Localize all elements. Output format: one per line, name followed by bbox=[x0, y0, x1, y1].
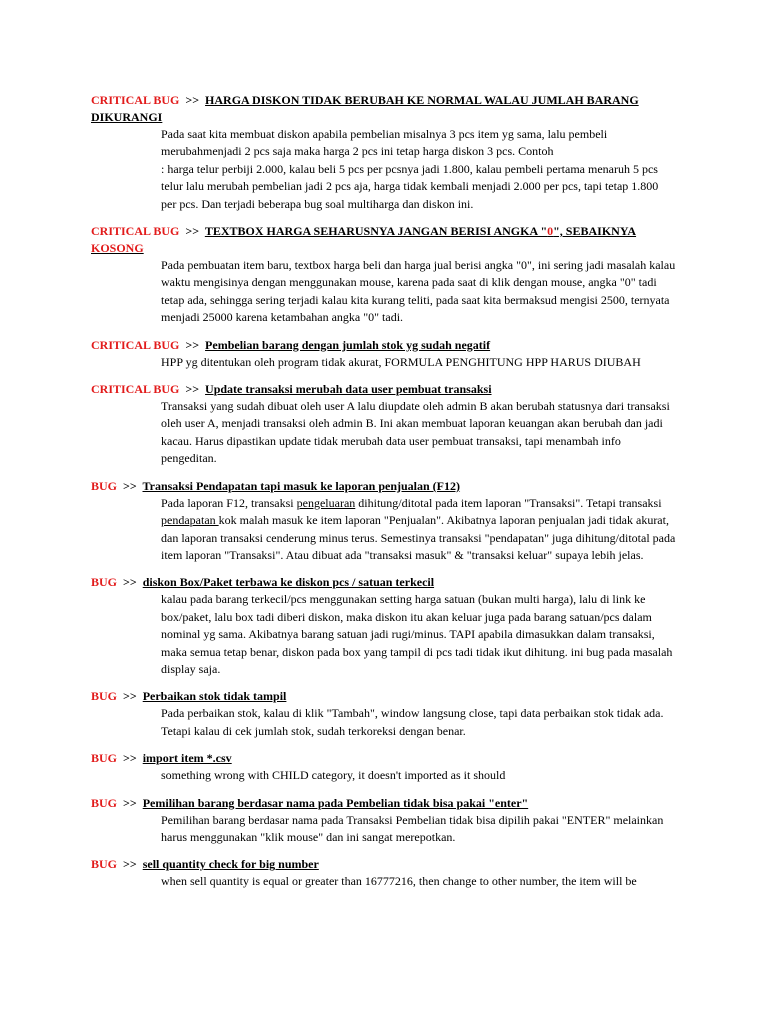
arrow-marker: >> bbox=[185, 224, 200, 239]
underlined-term: pendapatan bbox=[161, 513, 219, 528]
entry-heading bbox=[91, 92, 681, 126]
entry-heading bbox=[91, 223, 681, 257]
description-text: Pada laporan F12, transaksi bbox=[161, 495, 297, 510]
title-text: TEXTBOX HARGA SEHARUSNYA JANGAN BERISI ANGKA " bbox=[204, 224, 548, 239]
bug-entry bbox=[91, 795, 681, 847]
bug-entry bbox=[91, 856, 681, 890]
bug-title: Pemilihan barang berdasar nama pada Pembelian tidak bisa pakai "enter" bbox=[142, 795, 529, 810]
description-line: Pada perbaikan stok, kalau di klik "Tambah", window langsung close, tapi data perbaikan stok tidak ada. Tetapi kalau di cek jumlah stok, sudah terkoreksi dengan benar. bbox=[161, 706, 664, 738]
entry-heading bbox=[91, 337, 681, 354]
description-line: HPP yg ditentukan oleh program tidak akurat, FORMULA PENGHITUNG HPP HARUS DIUBAH bbox=[161, 354, 641, 369]
entry-heading bbox=[91, 574, 681, 591]
bug-description bbox=[161, 812, 676, 847]
bug-title: import item *.csv bbox=[142, 751, 232, 766]
severity-label: BUG bbox=[91, 575, 118, 590]
arrow-marker: >> bbox=[123, 575, 137, 590]
bug-title: sell quantity check for big number bbox=[142, 857, 319, 872]
arrow-marker: >> bbox=[123, 857, 137, 872]
severity-label: CRITICAL BUG bbox=[91, 382, 180, 397]
description-line: when sell quantity is equal or greater than 16777216, then change to other number, the item will be bbox=[161, 874, 637, 889]
arrow-marker: >> bbox=[123, 751, 137, 766]
description-text: kok malah masuk ke item laporan "Penjualan". Akibatnya laporan penjualan jadi tidak akurat, dan laporan transaksi cenderung minus terus. Semestinya transaksi "pendapatan" juga dihitung/ditotal pada item laporan "Transaksi". Atau dibuat ada "transaksi masuk" & "transaksi keluar" supaya lebih jelas. bbox=[161, 513, 676, 562]
bug-title: diskon Box/Paket terbawa ke diskon pcs / satuan terkecil bbox=[142, 575, 435, 590]
arrow-marker: >> bbox=[123, 478, 137, 493]
severity-label: BUG bbox=[91, 689, 118, 704]
entry-heading bbox=[91, 478, 681, 495]
severity-label: CRITICAL BUG bbox=[91, 93, 180, 107]
title-text: ", SEBAIKNYA bbox=[553, 224, 637, 239]
entry-heading bbox=[91, 750, 681, 767]
severity-label: BUG bbox=[91, 857, 118, 872]
arrow-marker: >> bbox=[185, 93, 200, 107]
bug-title: Update transaksi merubah data user pembuat transaksi bbox=[205, 382, 492, 397]
bug-description bbox=[161, 767, 676, 784]
bug-entry bbox=[91, 688, 681, 740]
description-text: dihitung/ditotal pada item laporan "Transaksi". Tetapi transaksi bbox=[355, 495, 662, 510]
description-line: kalau pada barang terkecil/pcs menggunakan setting harga satuan (bukan multi harga), lalu di link ke box/paket, lalu box tadi diberi diskon, maka diskon itu akan keluar juga pada barang satuan/pcs dalam nominal yg sama. Akibatnya barang satuan jadi rugi/minus. TAPI apabila dimasukkan dalam transaksi, maka semua tetap benar, diskon pada box yang tampil di pcs tadi tidak ikut dihitung. ini bug pada masalah display saja. bbox=[161, 592, 673, 676]
description-line: Pada pembuatan item baru, textbox harga beli dan harga jual berisi angka "0", ini sering jadi masalah kalau waktu mengisinya dengan menggunakan mouse, karena pada saat di klik dengan mouse, angka "0" tadi tetap ada, sehingga sering terjadi kalau kita kurang teliti, pada saat kita bermaksud mengisi 2500, ternyata menjadi 25000 karena ketambahan angka "0" tadi. bbox=[161, 258, 676, 325]
title-highlight: 0 bbox=[547, 224, 554, 239]
bug-entry bbox=[91, 478, 681, 565]
arrow-marker: >> bbox=[185, 337, 200, 352]
entry-heading bbox=[91, 856, 681, 873]
description-line: : harga telur perbiji 2.000, kalau beli 5 pcs per pcsnya jadi 1.800, kalau pembeli pertama menaruh 5 pcs telur lalu merubah pembelian jadi 2 pcs aja, harga tidak kembali menjadi 2.000 per pcs, tapi tetap 1.800 per pcs. Dan terjadi beberapa bug soal multiharga dan diskon ini. bbox=[161, 161, 659, 211]
bug-description bbox=[161, 705, 676, 740]
description-line: Pada saat kita membuat diskon apabila pembelian misalnya 3 pcs item yg sama, lalu pembeli merubahmenjadi 2 pcs saja maka harga 2 pcs ini tetap harga diskon 3 pcs. Contoh bbox=[161, 127, 608, 159]
bug-entry bbox=[91, 750, 681, 784]
entry-heading bbox=[91, 795, 681, 812]
bug-entry bbox=[91, 223, 681, 327]
bug-description bbox=[161, 398, 676, 468]
bug-description bbox=[161, 495, 676, 565]
description-line bbox=[161, 495, 676, 565]
bug-description bbox=[161, 354, 676, 371]
bug-title: Transaksi Pendapatan tapi masuk ke laporan penjualan (F12) bbox=[142, 478, 461, 493]
title-highlight: KOSONG bbox=[91, 241, 144, 256]
description-line: something wrong with CHILD category, it doesn't imported as it should bbox=[161, 768, 506, 783]
description-line: Pemilihan barang berdasar nama pada Transaksi Pembelian tidak bisa dipilih pakai "ENTER" melainkan harus menggunakan "klik mouse" dan ini sangat merepotkan. bbox=[161, 812, 664, 844]
arrow-marker: >> bbox=[123, 689, 137, 704]
bug-title: HARGA DISKON TIDAK BERUBAH KE NORMAL WALAU JUMLAH BARANG DIKURANGI bbox=[91, 93, 639, 124]
severity-label: CRITICAL BUG bbox=[91, 224, 180, 239]
bug-description bbox=[161, 257, 676, 327]
bug-entry bbox=[91, 337, 681, 371]
bug-title: Pembelian barang dengan jumlah stok yg sudah negatif bbox=[205, 337, 491, 352]
arrow-marker: >> bbox=[185, 382, 200, 397]
entry-heading bbox=[91, 381, 681, 398]
severity-label: CRITICAL BUG bbox=[91, 337, 180, 352]
bug-description bbox=[161, 126, 676, 213]
bug-entry bbox=[91, 574, 681, 678]
underlined-term: pengeluaran bbox=[296, 495, 356, 510]
severity-label: BUG bbox=[91, 751, 118, 766]
bug-title: Perbaikan stok tidak tampil bbox=[142, 689, 287, 704]
entry-heading bbox=[91, 688, 681, 705]
bug-entry bbox=[91, 92, 681, 213]
bug-description bbox=[161, 591, 676, 678]
description-line: Transaksi yang sudah dibuat oleh user A lalu diupdate oleh admin B akan berubah statusnya dari transaksi oleh user A, menjadi transaksi oleh admin B. Ini akan membuat laporan keuangan akan berubah dan jadi kacau. Harus dipastikan update tidak merubah data user pembuat transaksi, tapi menambah info pengeditan. bbox=[161, 399, 670, 466]
severity-label: BUG bbox=[91, 795, 118, 810]
bug-description bbox=[161, 873, 676, 890]
arrow-marker: >> bbox=[123, 795, 137, 810]
severity-label: BUG bbox=[91, 478, 118, 493]
bug-entry bbox=[91, 381, 681, 468]
